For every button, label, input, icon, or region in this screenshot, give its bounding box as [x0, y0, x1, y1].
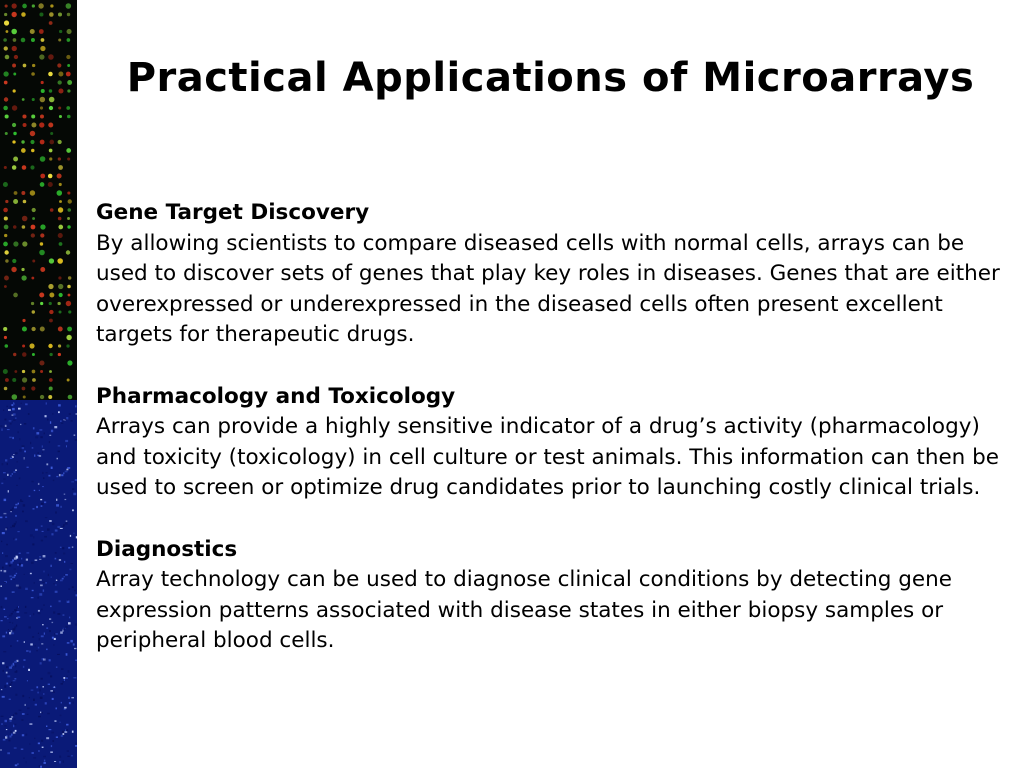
microarray-scan-image: [0, 0, 77, 768]
section-diagnostics: [96, 535, 1018, 657]
microarray-image-strip: [0, 0, 77, 768]
section-heading: Diagnostics: [96, 536, 238, 562]
slide-title: Practical Applications of Microarrays: [126, 55, 975, 101]
section-body: Arrays can provide a highly sensitive indicator of a drug’s activity (pharmacology) and toxicity (toxicology) in cell culture or test animals. This information can then be used to screen or optimize drug candidates prior to launching costly clinical trials.: [96, 414, 1000, 501]
section-body: By allowing scientists to compare diseased cells with normal cells, arrays can be used to discover sets of genes that play key roles in diseases. Genes that are either overexpressed or underexpressed in the diseased cells often present excellent targets for therapeutic drugs.: [96, 230, 1000, 348]
section-pharmacology-toxicology: [96, 382, 1018, 504]
section-gene-target-discovery: [96, 198, 1018, 351]
section-body: Array technology can be used to diagnose clinical conditions by detecting gene expression patterns associated with disease states in either biopsy samples or peripheral blood cells.: [96, 567, 952, 654]
section-heading: Pharmacology and Toxicology: [96, 383, 456, 409]
section-heading: Gene Target Discovery: [96, 200, 370, 225]
slide-content: [96, 198, 1018, 688]
